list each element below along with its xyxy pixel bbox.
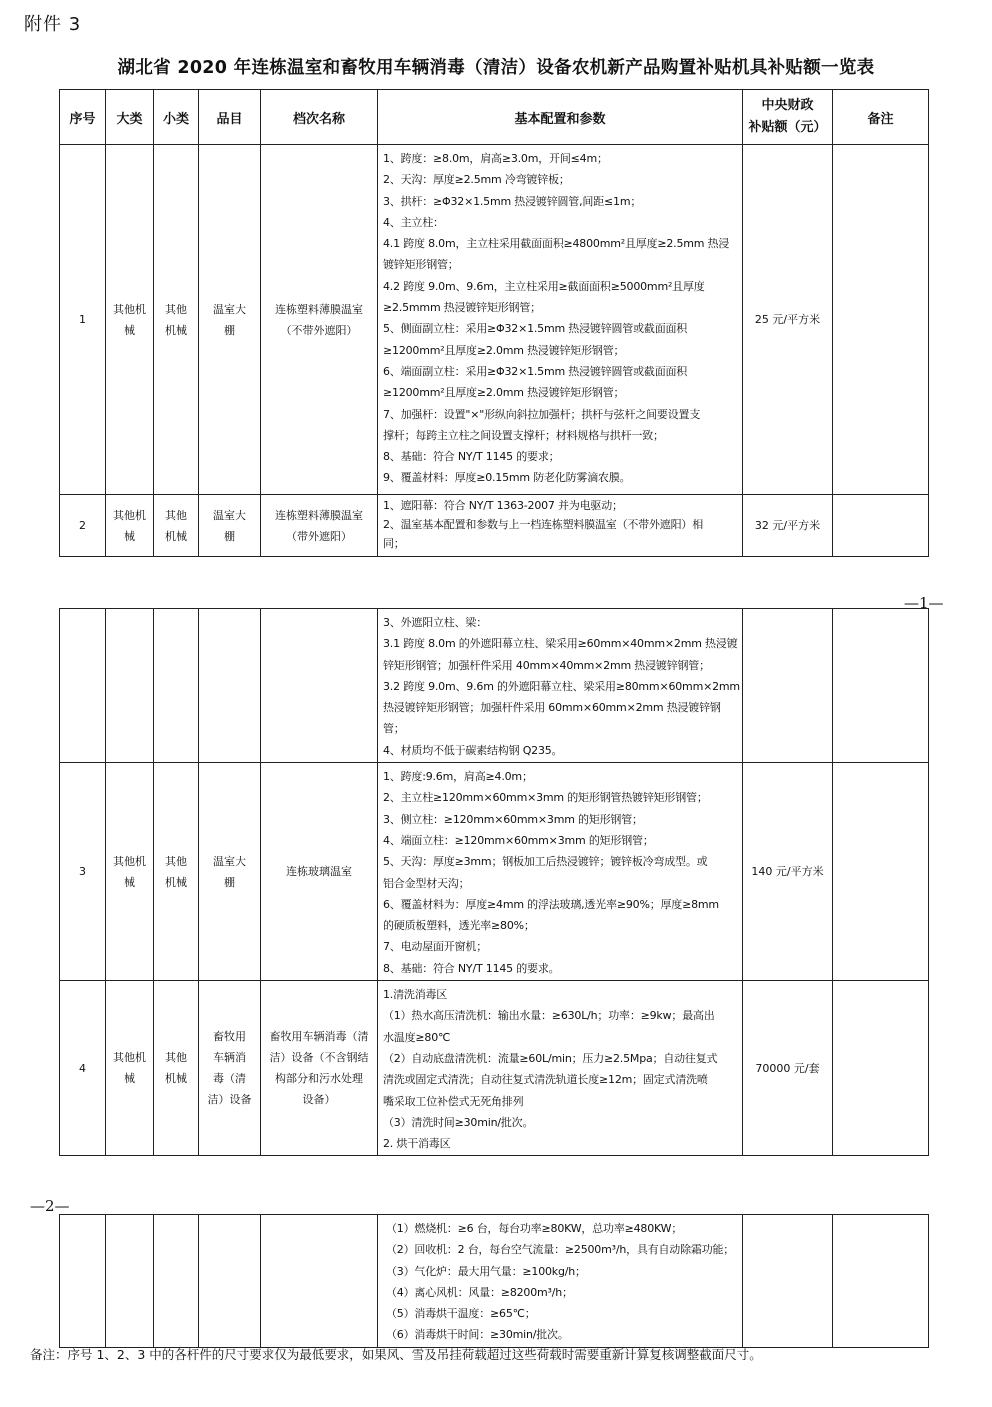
attachment-label: 附件 3 [24, 14, 82, 35]
param-line: 3、外遮阳立柱、梁： [383, 616, 487, 629]
param-line: （2）回收机：2 台，每台空气流量：≥2500m³/h，具有自动除霜功能； [386, 1243, 735, 1257]
param-line: 5、侧面副立柱：采用≥Φ32×1.5mm 热浸镀锌圆管或截面面积 [383, 322, 688, 336]
header-item: 品目 [199, 90, 261, 145]
param-line: 3.2 跨度 9.0m、9.6m 的外遮阳幕立柱、梁采用≥80mm×60mm×2mm [383, 679, 740, 693]
param-line: 嘴采取工位补偿式无死角排列 [383, 1094, 524, 1108]
row-grade-line: 设备） [302, 1093, 336, 1107]
footnote: 备注：序号 1、2、3 中的各杆件的尺寸要求仅为最低要求，如果风、雪及吊挂荷载超过这些荷载时需要重新计算复核调整截面尺寸。 [30, 1347, 762, 1362]
row-subsidy: 25 元/平方米 [743, 145, 833, 495]
row-item-line: 棚 [224, 529, 235, 543]
row-item-line: 车辆消 [213, 1051, 246, 1065]
param-line: 同； [383, 537, 405, 550]
row-grade [261, 763, 378, 981]
row-minor-line: 机械 [165, 1072, 187, 1086]
param-line: 2、主立柱≥120mm×60mm×3mm 的矩形钢管热镀锌矩形钢管； [383, 791, 708, 805]
row-item-line: 毒（清 [213, 1072, 246, 1086]
param-line: 4.1 跨度 8.0m，主立柱采用截面面积≥4800mm²且厚度≥2.5mm 热浸 [383, 237, 730, 251]
row-subsidy [743, 609, 833, 763]
subsidy-table-part-3 [59, 1214, 929, 1348]
param-line: 9、覆盖材料：厚度≥0.15mm 防老化防雾滴农膜。 [383, 471, 631, 485]
row-major-line: 械 [124, 875, 135, 889]
param-line: 管； [383, 722, 405, 736]
row-item-line: 洁）设备 [207, 1093, 252, 1107]
row-minor [154, 1215, 199, 1348]
row-grade-line: 连栋塑料薄膜温室 [275, 508, 363, 522]
table-row [60, 609, 929, 763]
row-major-line: 其他机 [113, 1051, 146, 1065]
header-subsidy-line1: 中央财政 [761, 98, 814, 113]
row-minor-line: 其他 [165, 302, 187, 316]
row-params [378, 495, 743, 557]
row-params [378, 981, 743, 1156]
row-minor-line: 其他 [165, 854, 187, 868]
param-line: 2、天沟：厚度≥2.5mm 冷弯镀锌板； [383, 173, 570, 187]
row-minor-line: 其他 [165, 508, 187, 522]
param-line: 4、端面立柱：≥120mm×60mm×3mm 的矩形钢管； [383, 833, 654, 847]
row-no [60, 1215, 106, 1348]
row-item [199, 495, 261, 557]
row-no: 1 [60, 145, 106, 495]
param-line: ≥1200mm²且厚度≥2.0mm 热浸镀锌矩形钢管； [383, 386, 625, 400]
row-minor [154, 609, 199, 763]
row-minor [154, 495, 199, 557]
header-no: 序号 [60, 90, 106, 145]
row-minor [154, 145, 199, 495]
param-line: 热浸镀锌矩形钢管；加强杆件采用 60mm×60mm×2mm 热浸镀锌钢 [383, 701, 721, 715]
row-no: 4 [60, 981, 106, 1156]
row-grade-line: 连栋塑料薄膜温室 [275, 302, 363, 316]
row-item [199, 1215, 261, 1348]
param-line: 水温度≥80℃ [383, 1030, 451, 1044]
row-subsidy: 32 元/平方米 [743, 495, 833, 557]
row-remark [833, 763, 929, 981]
param-line: 8、基础：符合 NY/T 1145 的要求； [383, 450, 560, 464]
row-major-line: 械 [124, 529, 135, 543]
row-minor [154, 763, 199, 981]
row-grade [261, 981, 378, 1156]
param-line: ≥2.5mmm 热浸镀锌矩形钢管； [383, 301, 541, 315]
header-subsidy [743, 90, 833, 145]
row-remark [833, 145, 929, 495]
param-line: 4、主立柱： [383, 215, 444, 229]
param-line: 7、加强杆：设置"×"形纵向斜拉加强杆；拱杆与弦杆之间要设置支 [383, 407, 701, 421]
param-line: 2、温室基本配置和参数与上一档连栋塑料膜温室（不带外遮阳）相 [383, 518, 703, 531]
param-line: （1）燃烧机：≥6 台，每台功率≥80KW，总功率≥480KW； [386, 1222, 683, 1235]
row-params [378, 609, 743, 763]
page-number: —1— [904, 594, 944, 612]
row-no: 3 [60, 763, 106, 981]
row-item-line: 温室大 [213, 508, 246, 522]
row-params [378, 145, 743, 495]
row-remark [833, 1215, 929, 1348]
param-line: 1.清洗消毒区 [383, 988, 448, 1002]
row-item-line: 棚 [224, 323, 235, 337]
row-subsidy: 140 元/平方米 [743, 763, 833, 981]
param-line: 1、跨度：≥8.0m，肩高≥3.0m，开间≤4m； [383, 152, 608, 165]
param-line: （3）清洗时间≥30min/批次。 [383, 1115, 534, 1129]
row-major [106, 1215, 154, 1348]
param-line: （4）离心风机：风量：≥8200m³/h； [386, 1285, 573, 1299]
row-item-line: 畜牧用 [213, 1030, 246, 1044]
row-major-line: 其他机 [113, 302, 146, 316]
row-grade-line: （带外遮阳） [286, 529, 352, 543]
row-minor-line: 机械 [165, 323, 187, 337]
row-grade [261, 495, 378, 557]
param-line: （5）消毒烘干温度：≥65℃； [386, 1307, 536, 1321]
row-grade-line: （不带外遮阳） [280, 323, 358, 337]
row-item-line: 温室大 [213, 302, 246, 316]
row-grade-line: 连栋玻璃温室 [286, 865, 352, 879]
row-item-line: 温室大 [213, 854, 246, 868]
row-no [60, 609, 106, 763]
row-no: 2 [60, 495, 106, 557]
row-subsidy [743, 1215, 833, 1348]
param-line: 的硬质板塑料，透光率≥80%； [383, 919, 535, 933]
table-row [60, 981, 929, 1156]
page-title: 湖北省 2020 年连栋温室和畜牧用车辆消毒（清洁）设备农机新产品购置补贴机具补贴额一览表 [117, 58, 875, 78]
row-grade [261, 609, 378, 763]
row-minor-line: 机械 [165, 529, 187, 543]
param-line: 清洗或固定式清洗；自动往复式清洗轨道长度≥12m；固定式清洗喷 [383, 1073, 708, 1087]
row-item-line: 棚 [224, 875, 235, 889]
row-remark [833, 981, 929, 1156]
row-grade-line: 畜牧用车辆消毒（清 [269, 1030, 369, 1044]
table-row [60, 763, 929, 981]
row-major-line: 械 [124, 1072, 135, 1086]
row-item [199, 609, 261, 763]
row-grade-line: 构部分和污水处理 [275, 1072, 363, 1086]
header-major: 大类 [106, 90, 154, 145]
param-line: 3、侧立柱：≥120mm×60mm×3mm 的矩形钢管； [383, 812, 643, 826]
param-line: 锌矩形钢管；加强杆件采用 40mm×40mm×2mm 热浸镀锌钢管； [383, 658, 710, 672]
row-remark [833, 609, 929, 763]
row-major [106, 495, 154, 557]
param-line: 撑杆；每跨主立柱之间设置支撑杆；材料规格与拱杆一致； [383, 428, 664, 442]
param-line: （6）消毒烘干时间：≥30min/批次。 [386, 1328, 569, 1342]
param-line: （2）自动底盘清洗机：流量≥60L/min；压力≥2.5Mpa；自动往复式 [383, 1051, 718, 1065]
param-line: 3、拱杆：≥Φ32×1.5mm 热浸镀锌圆管,间距≤1m； [383, 194, 642, 208]
row-minor [154, 981, 199, 1156]
row-major [106, 763, 154, 981]
param-line: 1、遮阳幕：符合 NY/T 1363-2007 并为电驱动； [383, 499, 623, 512]
row-major [106, 981, 154, 1156]
param-line: 铝合金型材天沟； [383, 876, 470, 890]
row-major-line: 械 [124, 323, 135, 337]
table-row [60, 495, 929, 557]
header-minor: 小类 [154, 90, 199, 145]
row-major-line: 其他机 [113, 508, 146, 522]
param-line: 镀锌矩形钢管； [383, 258, 459, 272]
row-minor-line: 机械 [165, 875, 187, 889]
row-subsidy: 70000 元/套 [743, 981, 833, 1156]
table-row [60, 145, 929, 495]
header-subsidy-line2: 补贴额（元） [748, 120, 827, 135]
param-line: 6、覆盖材料为：厚度≥4mm 的浮法玻璃,透光率≥90%；厚度≥8mm [383, 897, 719, 911]
row-grade [261, 1215, 378, 1348]
row-remark [833, 495, 929, 557]
row-item [199, 145, 261, 495]
param-line: （3）气化炉：最大用气量：≥100kg/h； [386, 1264, 586, 1278]
param-line: 8、基础：符合 NY/T 1145 的要求。 [383, 961, 560, 975]
row-major-line: 其他机 [113, 854, 146, 868]
header-params: 基本配置和参数 [378, 90, 743, 145]
page-number: —2— [30, 1197, 70, 1215]
subsidy-table-part-2 [59, 608, 929, 1156]
header-grade: 档次名称 [261, 90, 378, 145]
row-major [106, 145, 154, 495]
param-line: 3.1 跨度 8.0m 的外遮阳幕立柱、梁采用≥60mm×40mm×2mm 热浸镀 [383, 637, 738, 651]
row-grade [261, 145, 378, 495]
row-major [106, 609, 154, 763]
param-line: （1）热水高压清洗机：输出水量：≥630L/h；功率：≥9kw；最高出 [383, 1009, 715, 1023]
param-line: 5、天沟：厚度≥3mm；钢板加工后热浸镀锌；镀锌板冷弯成型。或 [383, 855, 708, 869]
row-minor-line: 其他 [165, 1051, 187, 1065]
param-line: 2. 烘干消毒区 [383, 1137, 451, 1151]
subsidy-table-part-1 [59, 89, 929, 557]
param-line: 1、跨度:9.6m，肩高≥4.0m； [383, 770, 533, 784]
param-line: 4、材质均不低于碳素结构钢 Q235。 [383, 743, 563, 757]
row-item [199, 763, 261, 981]
param-line: ≥1200mm²且厚度≥2.0mm 热浸镀锌矩形钢管； [383, 343, 625, 357]
row-grade-line: 洁）设备（不含钢结 [269, 1051, 369, 1065]
row-item [199, 981, 261, 1156]
header-row [60, 90, 929, 145]
row-params [378, 1215, 743, 1348]
param-line: 6、端面副立柱：采用≥Φ32×1.5mm 热浸镀锌圆管或截面面积 [383, 364, 688, 378]
header-remark: 备注 [833, 90, 929, 145]
param-line: 4.2 跨度 9.0m、9.6m，主立柱采用≥截面面积≥5000mm²且厚度 [383, 279, 705, 293]
param-line: 7、电动屋面开窗机； [383, 940, 487, 954]
table-row [60, 1215, 929, 1348]
row-params [378, 763, 743, 981]
